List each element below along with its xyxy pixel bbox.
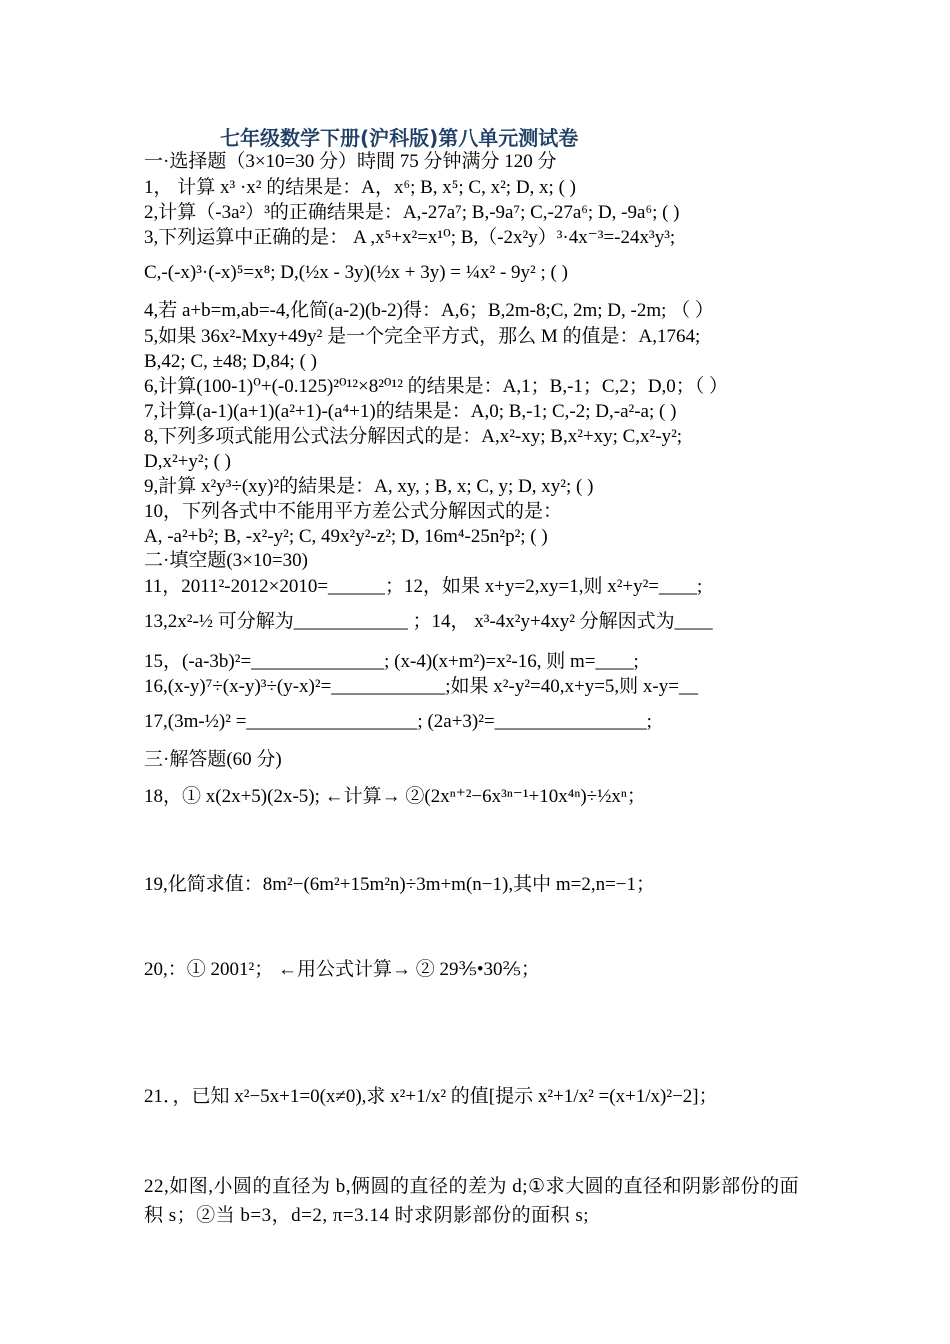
question-3-line-1: 3,下列运算中正确的是： A ,x⁵+x²=x¹⁰; B,（-2x²y）³·4x⁻³=-24x³y³; [144,227,676,248]
question-10-line-2: A, -a²+b²; B, -x²-y²; C, 49x²y²-z²; D, 16m⁴-25n²p²; ( ) [144,526,548,547]
question-8-line-2: D,x²+y²; ( ) [144,451,232,472]
question-21: 21．，已知 x²−5x+1=0(x≠0),求 x²+1/x² 的值[提示 x²+1/x² =(x+1/x)²−2]； [144,1086,718,1107]
question-10-line-1: 10，下列各式中不能用平方差公式分解因式的是： [144,501,563,522]
section-heading-fill: 二·填空题(3×10=30) [144,550,308,571]
question-19: 19,化简求值：8m²−(6m²+15m²n)÷3m+m(n−1),其中 m=2,n=−1； [144,874,656,895]
question-7: 7,计算(a-1)(a+1)(a²+1)-(a⁴+1)的结果是：A,0; B,-1; C,-2; D,-a²-a; ( ) [144,401,677,422]
question-5-line-1: 5,如果 36x²-Mxy+49y² 是一个完全平方式，那么 M 的值是：A,1764; [144,326,701,347]
question-13-14: 13,2x²-½ 可分解为____________ ；14， x³-4x²y+4xy² 分解因式为____ [144,611,713,632]
question-18: 18，① x(2x+5)(2x-5); ←计算→ ②(2xⁿ⁺²−6x³ⁿ⁻¹+10x⁴ⁿ)÷½xⁿ； [144,786,646,807]
question-4: 4,若 a+b=m,ab=-4,化简(a-2)(b-2)得：A,6；B,2m-8;C, 2m; D, -2m; （ ） [144,300,714,321]
question-22: 22,如图,小圆的直径为 b,俩圆的直径的差为 d;①求大圆的直径和阴影部份的面积 s；②当 b=3，d=2, π=3.14 时求阴影部份的面积 s; [144,1176,800,1226]
question-17: 17,(3m-½)² =__________________; (2a+3)²=________________; [144,711,652,732]
question-2: 2,计算（-3a²）³的正确结果是：A,-27a⁷; B,-9a⁷; C,-27a⁶; D, -9a⁶; ( ) [144,202,680,223]
section-heading-choice: 一·选择题（3×10=30 分）時間 75 分钟满分 120 分 [144,151,557,172]
question-5-line-2: B,42; C, ±48; D,84; ( ) [144,351,317,372]
question-1: 1， 计算 x³ ·x² 的结果是：A，x⁶; B, x⁵; C, x²; D, x; ( ) [144,177,576,198]
question-11-12: 11，2011²-2012×2010=______；12，如果 x+y=2,xy=1,则 x²+y²=____; [144,576,703,597]
question-16: 16,(x-y)⁷÷(x-y)³÷(y-x)²=____________;如果 x²-y²=40,x+y=5,则 x-y=__ [144,676,698,697]
question-15: 15，(-a-3b)²=______________; (x-4)(x+m²)=x²-16, 则 m=____; [144,651,639,672]
question-20: 20,：① 2001²； ←用公式计算→ ② 29⅗•30⅖； [144,959,540,980]
section-heading-answer: 三·解答题(60 分) [144,749,282,770]
question-9: 9,計算 x²y³÷(xy)²的結果是：A, xy, ; B, x; C, y; D, xy²; ( ) [144,476,594,497]
question-6: 6,计算(100-1)⁰+(-0.125)²⁰¹²×8²⁰¹² 的结果是：A,1；B,-1；C,2；D,0；（ ） [144,376,729,397]
question-8-line-1: 8,下列多项式能用公式法分解因式的是：A,x²-xy; B,x²+xy; C,x²-y²; [144,426,683,447]
page-title: 七年级数学下册(沪科版)第八单元测试卷 [220,126,579,150]
question-3-line-2: C,-(-x)³·(-x)⁵=x⁸; D,(½x - 3y)(½x + 3y) = ¼x² - 9y² ; ( ) [144,262,568,283]
